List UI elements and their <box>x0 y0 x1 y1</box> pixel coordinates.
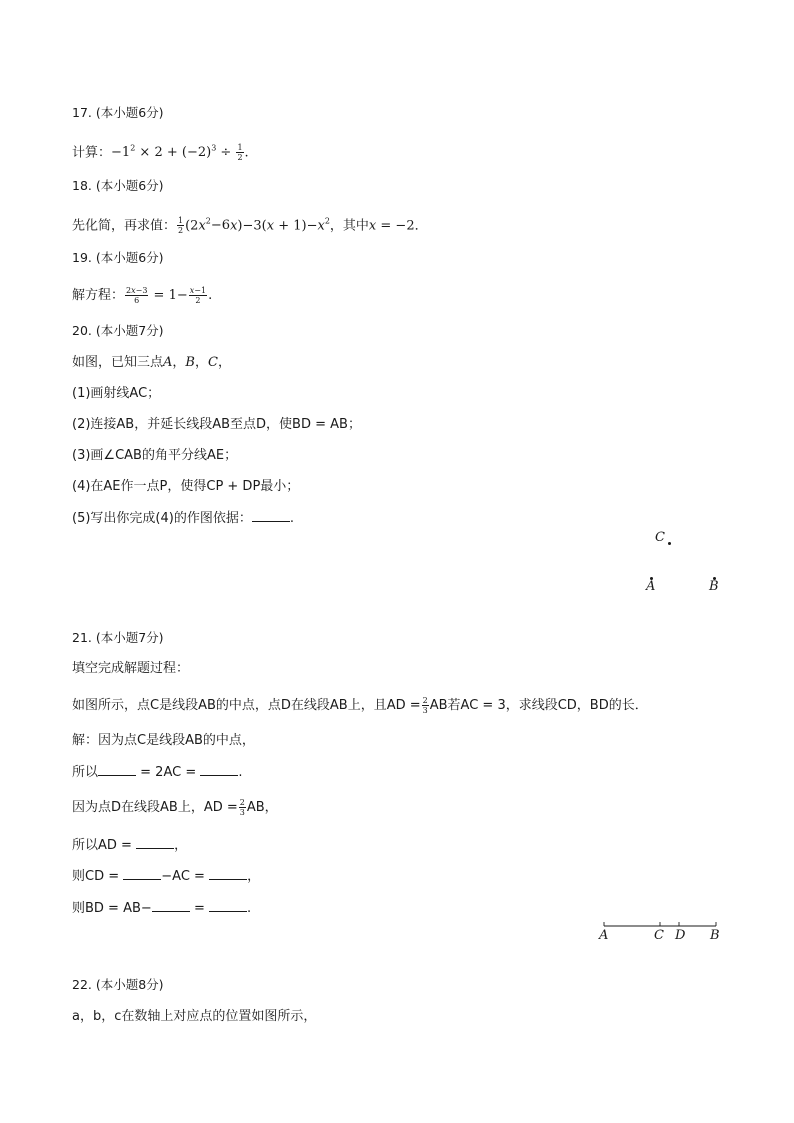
q21-sol-4: 所以AD = ， <box>72 838 188 853</box>
q20-item-2: (2)连接AB，并延长线段AB至点D，使BD = AB； <box>72 417 361 432</box>
q18-body: 先化简，再求值： $\frac{1}{2}$ $(2x^2-6x)-3(x + 1)-x^2$，其中x = −2． <box>72 216 428 236</box>
q21-header: 21. (本小题7分) <box>72 630 164 645</box>
q21-problem-b: AB若AC = 3，求线段CD，BD的长． <box>429 698 648 713</box>
q22-header: 22. (本小题8分) <box>72 977 164 992</box>
answer-blank <box>209 867 247 880</box>
q21-sol-6-a: 则BD = AB− <box>72 901 152 916</box>
answer-blank <box>123 867 161 880</box>
answer-blank <box>200 763 238 776</box>
q17-prefix: 计算： <box>72 145 112 161</box>
point-b-label: B <box>709 579 719 594</box>
answer-blank <box>98 763 136 776</box>
q17-body: 计算：$-1^2 \times 2 + (-2)^3$ ÷ $\frac{1}{2}$ . <box>72 143 249 163</box>
q21-sol-5-a: 则CD = <box>72 869 120 884</box>
seg-label-a: A <box>599 928 609 943</box>
q19-prefix: 解方程： <box>72 288 125 303</box>
q21-problem-a: 如图所示，点C是线段AB的中点，点D在线段AB上，且AD = <box>72 698 421 713</box>
q21-sol-3-b: AB， <box>246 800 278 815</box>
q21-sol-5: 则CD = −AC = ， <box>72 869 261 884</box>
q20-intro: 如图，已知三点A，B，C， <box>72 355 231 370</box>
q20-item-5: (5)写出你完成(4)的作图依据： . <box>72 511 294 526</box>
q21-sol-4-text: 所以AD = <box>72 838 132 853</box>
q18-prefix: 先化简，再求值： <box>72 218 177 234</box>
q18-header: 18. (本小题6分) <box>72 178 164 193</box>
q18-suffix: ，其中 <box>329 218 369 234</box>
q20-item-3: (3)画∠CAB的角平分线AE； <box>72 448 238 463</box>
point-c-label: C <box>655 530 665 545</box>
answer-blank <box>136 836 174 849</box>
q20-item-5-text: (5)写出你完成(4)的作图依据： <box>72 511 252 526</box>
seg-label-b: B <box>710 928 720 943</box>
q20-item-4: (4)在AE作一点P，使得CP + DP最小； <box>72 479 300 494</box>
q21-intro: 填空完成解题过程： <box>72 661 190 676</box>
q21-sol-6-b: = <box>193 901 205 916</box>
q21-sol-1: 解：因为点C是线段AB的中点， <box>72 733 255 748</box>
q21-sol-2-a: 所以 <box>72 765 99 780</box>
q20-item-1: (1)画射线AC； <box>72 386 161 401</box>
seg-label-d: D <box>675 928 686 943</box>
q21-sol-2: 所以 = 2AC = . <box>72 765 243 780</box>
point-c <box>668 542 671 545</box>
q19-body: 解方程： $\frac{2x-3}{6}$ = 1− $\frac{x-1}{2}$ . <box>72 286 213 305</box>
answer-blank <box>152 899 190 912</box>
q22-text: a，b，c在数轴上对应点的位置如图所示， <box>72 1009 317 1024</box>
q21-sol-3-a: 因为点D在线段AB上，AD = <box>72 800 238 815</box>
q17-header: 17. (本小题6分) <box>72 105 164 120</box>
answer-blank <box>252 509 290 522</box>
seg-label-c: C <box>654 928 664 943</box>
q21-sol-6: 则BD = AB− = . <box>72 901 252 916</box>
q21-sol-5-b: −AC = <box>161 869 205 884</box>
q21-problem: 如图所示，点C是线段AB的中点，点D在线段AB上，且AD = $\frac{2}{3}$ AB若AC = 3，求线段CD，BD的长． <box>72 696 648 715</box>
q19-header: 19. (本小题6分) <box>72 250 164 265</box>
answer-blank <box>209 899 247 912</box>
point-a-label: A <box>646 579 656 594</box>
q21-sol-2-b: = 2AC = <box>140 765 197 780</box>
q20-intro-text: 如图，已知三点 <box>72 355 164 370</box>
q20-header: 20. (本小题7分) <box>72 323 164 338</box>
q21-sol-3: 因为点D在线段AB上，AD = $\frac{2}{3}$ AB， <box>72 798 278 817</box>
